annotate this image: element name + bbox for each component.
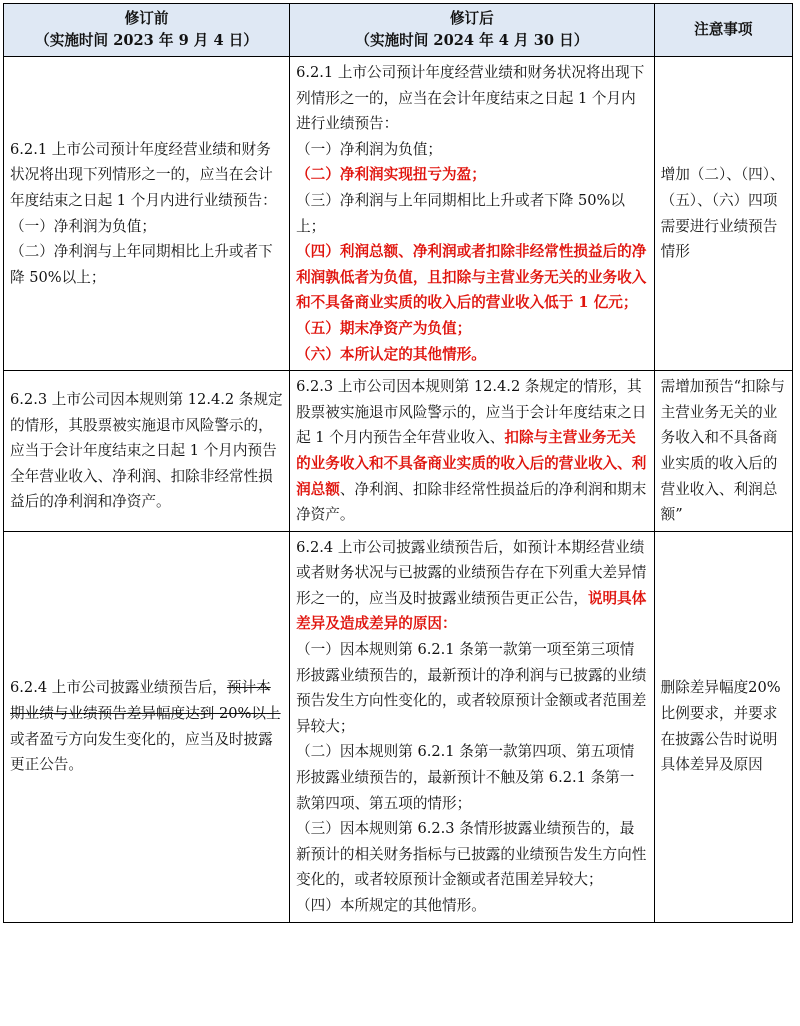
table-header-row	[4, 4, 793, 57]
table-row	[4, 531, 793, 922]
row1-before-item2: （二）净利润与上年同期相比上升或者下降 50%以上；	[10, 243, 273, 286]
row3-after-cell	[290, 531, 655, 922]
row2-after-red: 扣除与主营业务无关的业务收入和不具备商业实质的收入后的营业收入、利润总额	[296, 429, 647, 498]
header-notes	[654, 4, 792, 57]
row3-after-item1: （一）因本规则第 6.2.1 条第一款第一项至第三项情形披露业绩预告的，最新预计的净利润与已披露的业绩预告发生方向性变化的，或者较原预计金额或者范围差异较大；	[296, 641, 647, 735]
row3-note-cell	[654, 531, 792, 922]
row3-after-intro-red: 说明具体差异及造成差异的原因：	[296, 589, 647, 633]
table-row	[4, 371, 793, 532]
row2-before-text: 6.2.3 上市公司因本规则第 12.4.2 条规定的情形，其股票被实施退市风险警示的，应当于会计年度结束之日起 1 个月内预告全年营业收入、净利润、扣除非经常性损益后的净利润和净资产。	[10, 390, 283, 511]
row1-after-item3: （三）净利润与上年同期相比上升或者下降 50%以上；	[296, 191, 626, 235]
header-after-date: （实施时间 2024 年 4 月 30 日）	[355, 32, 589, 49]
row1-after-item1: （一）净利润为负值；	[296, 140, 443, 158]
header-before	[4, 4, 290, 57]
row2-note: 需增加预告“扣除与主营业务无关的业务收入和不具备商业实质的收入后的营业收入、利润总额”	[660, 378, 785, 524]
header-notes-title: 注意事项	[694, 21, 753, 38]
row1-after-item4: （四）利润总额、净利润或者扣除非经常性损益后的净利润孰低者为负值，且扣除与主营业务无关的业务收入和不具备商业实质的收入后的营业收入低于 1 亿元；	[296, 243, 647, 312]
row1-after-cell	[290, 57, 655, 371]
row1-before-intro: 6.2.1 上市公司预计年度经营业绩和财务状况将出现下列情形之一的，应当在会计年度结束之日起 1 个月内进行业绩预告：	[10, 140, 277, 209]
header-before-date: （实施时间 2023 年 9 月 4 日）	[35, 32, 258, 49]
row2-after-part2: 、净利润、扣除非经常性损益后的净利润和期末净资产。	[296, 480, 647, 524]
row2-note-cell	[654, 371, 792, 532]
row2-after-part1: 6.2.3 上市公司因本规则第 12.4.2 条规定的情形，其股票被实施退市风险警示的，应当于会计年度结束之日起 1 个月内预告全年营业收入、	[296, 378, 647, 447]
row1-note-cell	[654, 57, 792, 371]
row1-before-cell	[4, 57, 290, 371]
row1-note: 增加（二）、（四）、（五）、（六）四项需要进行业绩预告情形	[660, 166, 785, 261]
row3-before-struck: 预计本期业绩与业绩预告差异幅度达到 20%以上	[10, 679, 281, 723]
row3-after-item4: （四）本所规定的其他情形。	[296, 897, 486, 914]
row3-after-item3: （三）因本规则第 6.2.3 条情形披露业绩预告的，最新预计的相关财务指标与已披露的业绩预告发生方向性变化的，或者较原预计金额或者范围差异较大；	[296, 820, 647, 889]
row2-after-cell	[290, 371, 655, 532]
row3-note: 删除差异幅度20%比例要求，并要求在披露公告时说明具体差异及原因	[660, 679, 781, 774]
row1-after-item2: （二）净利润实现扭亏为盈；	[296, 166, 486, 184]
header-before-title: 修订前	[124, 10, 169, 27]
row3-after-item2: （二）因本规则第 6.2.1 条第一款第四项、第五项情形披露业绩预告的，最新预计不触及第 6.2.1 条第一款第四项、第五项的情形；	[296, 743, 635, 812]
table-row	[4, 57, 793, 371]
row1-after-intro: 6.2.1 上市公司预计年度经营业绩和财务状况将出现下列情形之一的，应当在会计年度结束之日起 1 个月内进行业绩预告：	[296, 64, 645, 133]
row3-before-part1: 6.2.4 上市公司披露业绩预告后，	[10, 679, 227, 697]
header-after	[290, 4, 655, 57]
row3-before-cell	[4, 531, 290, 922]
row3-before-part2: 或者盈亏方向发生变化的，应当及时披露更正公告。	[10, 730, 273, 774]
row1-after-item6: （六）本所认定的其他情形。	[296, 345, 486, 363]
row3-after-intro: 6.2.4 上市公司披露业绩预告后，如预计本期经营业绩或者财务状况与已披露的业绩预告存在下列重大差异情形之一的，应当及时披露业绩预告更正公告，	[296, 538, 647, 607]
header-after-title: 修订后	[449, 10, 494, 27]
row1-before-item1: （一）净利润为负值；	[10, 217, 156, 235]
row2-before-cell	[4, 371, 290, 532]
row1-after-item5: （五）期末净资产为负值；	[296, 319, 472, 337]
revision-comparison-table	[3, 3, 793, 923]
